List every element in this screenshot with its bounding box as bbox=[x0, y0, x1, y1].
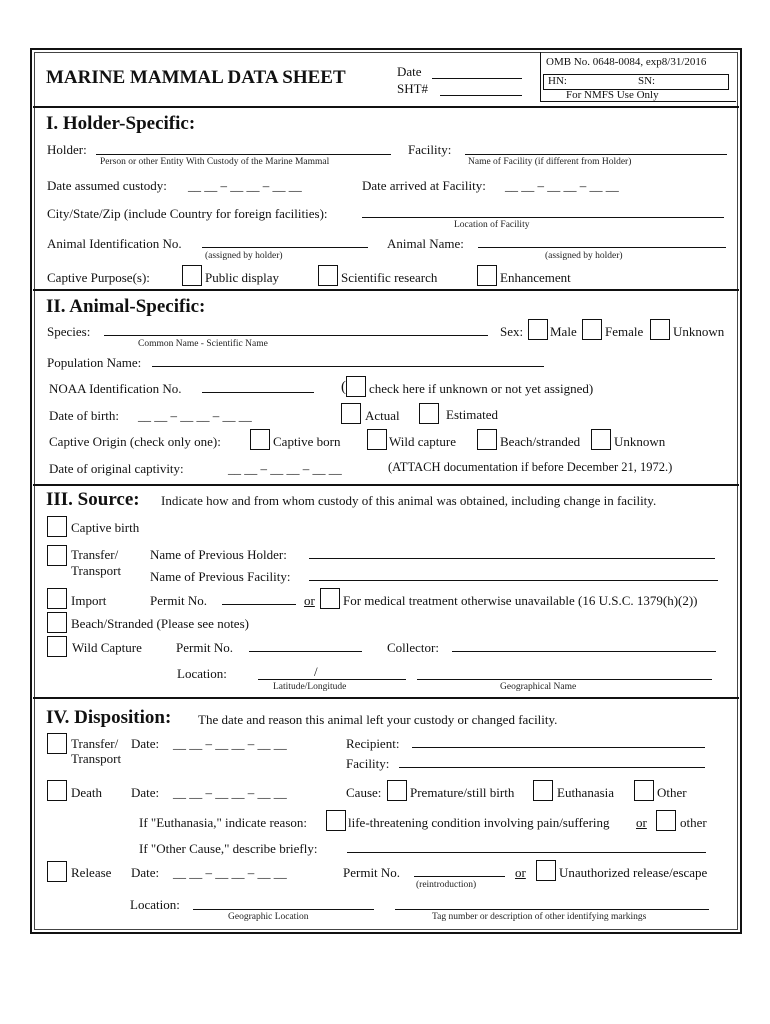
geo-name-field[interactable] bbox=[417, 679, 712, 680]
disp-transfer-checkbox[interactable] bbox=[47, 733, 67, 754]
dob-field[interactable]: __ __ – __ __ – __ __ bbox=[138, 408, 252, 423]
death-other-checkbox[interactable] bbox=[634, 780, 654, 801]
section-disposition-heading: IV. Disposition: bbox=[46, 707, 172, 728]
prev-facility-field[interactable] bbox=[309, 580, 718, 581]
medical-treatment-label: For medical treatment otherwise unavailable (16 U.S.C. 1379(h)(2)) bbox=[343, 593, 698, 608]
actual-label: Actual bbox=[365, 408, 400, 423]
source-intro: Indicate how and from whom custody of this animal was obtained, including change in facility. bbox=[161, 493, 657, 508]
species-caption: Common Name - Scientific Name bbox=[138, 339, 268, 349]
captive-born-label: Captive born bbox=[273, 434, 341, 449]
recipient-label: Recipient: bbox=[346, 736, 400, 751]
release-label: Release bbox=[71, 865, 112, 880]
premature-label: Premature/still birth bbox=[410, 785, 515, 800]
captivity-field[interactable]: __ __ – __ __ – __ __ bbox=[228, 461, 342, 476]
prev-facility-label: Name of Previous Facility: bbox=[150, 569, 291, 584]
wild-capture-source-label: Wild Capture bbox=[72, 640, 142, 655]
noaa-paren: ( bbox=[341, 379, 346, 395]
import-label: Import bbox=[71, 593, 107, 608]
geo-location-caption: Geographic Location bbox=[228, 912, 309, 922]
holder-field[interactable] bbox=[96, 154, 391, 155]
public-display-label: Public display bbox=[205, 270, 280, 285]
sht-field[interactable] bbox=[440, 95, 522, 96]
facility-label: Facility: bbox=[408, 142, 452, 157]
release-permit-label: Permit No. bbox=[343, 865, 401, 880]
species-label: Species: bbox=[47, 324, 91, 339]
animal-id-field[interactable] bbox=[202, 247, 368, 248]
release-date-label: Date: bbox=[131, 865, 160, 880]
origin-unknown-checkbox[interactable] bbox=[591, 429, 611, 450]
sex-female-label: Female bbox=[605, 324, 644, 339]
source-location-label: Location: bbox=[177, 666, 227, 681]
captive-born-checkbox[interactable] bbox=[250, 429, 270, 450]
city-field[interactable] bbox=[362, 217, 724, 218]
import-permit-label: Permit No. bbox=[150, 593, 208, 608]
source-transfer-checkbox[interactable] bbox=[47, 545, 67, 566]
captive-birth-checkbox[interactable] bbox=[47, 516, 67, 537]
collector-field[interactable] bbox=[452, 651, 716, 652]
life-threatening-label: life-threatening condition involving pain/suffering bbox=[348, 815, 610, 830]
nmfs-use-only: For NMFS Use Only bbox=[566, 89, 659, 101]
unauthorized-checkbox[interactable] bbox=[536, 860, 556, 881]
hn-sn-box bbox=[543, 74, 729, 90]
disp-transfer-date-field[interactable]: __ __ – __ __ – __ __ bbox=[173, 736, 287, 751]
date-assumed-label: Date assumed custody: bbox=[47, 178, 167, 193]
estimated-label: Estimated bbox=[446, 407, 498, 422]
prev-holder-label: Name of Previous Holder: bbox=[150, 547, 287, 562]
tag-caption: Tag number or description of other identifying markings bbox=[432, 912, 647, 922]
import-permit-field[interactable] bbox=[222, 604, 296, 605]
tag-field[interactable] bbox=[395, 909, 709, 910]
import-checkbox[interactable] bbox=[47, 588, 67, 609]
animal-name-caption: (assigned by holder) bbox=[545, 251, 623, 261]
release-checkbox[interactable] bbox=[47, 861, 67, 882]
latlong-field[interactable] bbox=[258, 679, 406, 680]
noaa-unknown-label: check here if unknown or not yet assigned) bbox=[369, 381, 594, 396]
disposition-intro: The date and reason this animal left your custody or changed facility. bbox=[198, 712, 558, 727]
unauthorized-label: Unauthorized release/escape bbox=[559, 865, 708, 880]
enhancement-label: Enhancement bbox=[500, 270, 571, 285]
euth-or: or bbox=[636, 815, 647, 830]
recipient-field[interactable] bbox=[412, 747, 705, 748]
other-cause-label: If "Other Cause," describe briefly: bbox=[139, 841, 318, 856]
captivity-label: Date of original captivity: bbox=[49, 461, 184, 476]
sex-male-label: Male bbox=[550, 324, 577, 339]
death-date-label: Date: bbox=[131, 785, 160, 800]
origin-unknown-label: Unknown bbox=[614, 434, 666, 449]
noaa-unknown-checkbox[interactable] bbox=[346, 376, 366, 397]
animal-id-label: Animal Identification No. bbox=[47, 236, 182, 251]
holder-label: Holder: bbox=[47, 142, 87, 157]
source-transfer-label: Transfer/ bbox=[71, 547, 119, 562]
euthanasia-checkbox[interactable] bbox=[533, 780, 553, 801]
enhancement-checkbox[interactable] bbox=[477, 265, 497, 286]
death-date-field[interactable]: __ __ – __ __ – __ __ bbox=[173, 785, 287, 800]
death-other-label: Other bbox=[657, 785, 687, 800]
date-label: Date bbox=[397, 64, 422, 79]
public-display-checkbox[interactable] bbox=[182, 265, 202, 286]
wild-capture-source-checkbox[interactable] bbox=[47, 636, 67, 657]
form-title: MARINE MAMMAL DATA SHEET bbox=[46, 67, 346, 88]
other-cause-field[interactable] bbox=[347, 852, 706, 853]
beach-stranded-label: Beach/stranded bbox=[500, 434, 581, 449]
divider bbox=[33, 106, 739, 108]
release-date-field[interactable]: __ __ – __ __ – __ __ bbox=[173, 865, 287, 880]
city-label: City/State/Zip (include Country for foreign facilities): bbox=[47, 206, 328, 221]
date-arrived-label: Date arrived at Facility: bbox=[362, 178, 486, 193]
medical-treatment-checkbox[interactable] bbox=[320, 588, 340, 609]
wild-permit-label: Permit No. bbox=[176, 640, 234, 655]
divider bbox=[33, 697, 739, 699]
disp-transfer-label: Transfer/ bbox=[71, 736, 119, 751]
facility-field[interactable] bbox=[465, 154, 727, 155]
beach-stranded-source-checkbox[interactable] bbox=[47, 612, 67, 633]
sex-unknown-label: Unknown bbox=[673, 324, 725, 339]
date-assumed-field[interactable]: __ __ – __ __ – __ __ bbox=[188, 178, 302, 193]
premature-checkbox[interactable] bbox=[387, 780, 407, 801]
section-holder-heading: I. Holder-Specific: bbox=[46, 113, 196, 134]
actual-checkbox[interactable] bbox=[341, 403, 361, 424]
beach-stranded-checkbox[interactable] bbox=[477, 429, 497, 450]
scientific-research-checkbox[interactable] bbox=[318, 265, 338, 286]
sex-unknown-checkbox[interactable] bbox=[650, 319, 670, 340]
facility-caption: Name of Facility (if different from Holder) bbox=[468, 157, 632, 167]
collector-label: Collector: bbox=[387, 640, 439, 655]
geo-location-field[interactable] bbox=[193, 909, 374, 910]
disp-facility-field[interactable] bbox=[399, 767, 705, 768]
euth-reason-label: If "Euthanasia," indicate reason: bbox=[139, 815, 307, 830]
section-animal-heading: II. Animal-Specific: bbox=[46, 296, 206, 317]
attach-note: (ATTACH documentation if before December 21, 1972.) bbox=[388, 460, 673, 474]
species-field[interactable] bbox=[104, 335, 488, 336]
latlong-slash: / bbox=[314, 664, 318, 679]
euth-other-checkbox[interactable] bbox=[656, 810, 676, 831]
disp-facility-label: Facility: bbox=[346, 756, 390, 771]
scientific-research-label: Scientific research bbox=[341, 270, 438, 285]
death-label: Death bbox=[71, 785, 103, 800]
sex-female-checkbox[interactable] bbox=[582, 319, 602, 340]
source-transport-label: Transport bbox=[71, 563, 122, 578]
disp-transport-label: Transport bbox=[71, 751, 122, 766]
import-or: or bbox=[304, 593, 315, 608]
euth-other-label: other bbox=[680, 815, 707, 830]
wild-capture-label: Wild capture bbox=[389, 434, 456, 449]
sex-male-checkbox[interactable] bbox=[528, 319, 548, 340]
geo-name-caption: Geographical Name bbox=[500, 682, 577, 692]
prev-holder-field[interactable] bbox=[309, 558, 715, 559]
sex-label: Sex: bbox=[500, 324, 524, 339]
date-arrived-field[interactable]: __ __ – __ __ – __ __ bbox=[505, 178, 619, 193]
life-threatening-checkbox[interactable] bbox=[326, 810, 346, 831]
noaa-field[interactable] bbox=[202, 392, 314, 393]
origin-label: Captive Origin (check only one): bbox=[49, 434, 221, 449]
disp-transfer-date-label: Date: bbox=[131, 736, 160, 751]
animal-name-field[interactable] bbox=[478, 247, 726, 248]
estimated-checkbox[interactable] bbox=[419, 403, 439, 424]
divider bbox=[33, 289, 739, 291]
captive-birth-label: Captive birth bbox=[71, 520, 140, 535]
date-field[interactable] bbox=[432, 78, 522, 79]
section-source-heading: III. Source: bbox=[46, 489, 140, 510]
latlong-caption: Latitude/Longitude bbox=[273, 682, 347, 692]
death-checkbox[interactable] bbox=[47, 780, 67, 801]
holder-caption: Person or other Entity With Custody of the Marine Mammal bbox=[100, 157, 330, 167]
dob-label: Date of birth: bbox=[49, 408, 120, 423]
divider bbox=[33, 484, 739, 486]
cause-label: Cause: bbox=[346, 785, 382, 800]
animal-id-caption: (assigned by holder) bbox=[205, 251, 283, 261]
sht-label: SHT# bbox=[397, 81, 429, 96]
reintro-caption: (reintroduction) bbox=[416, 880, 477, 890]
release-permit-field[interactable] bbox=[414, 876, 505, 877]
euthanasia-label: Euthanasia bbox=[557, 785, 615, 800]
wild-capture-checkbox[interactable] bbox=[367, 429, 387, 450]
captive-purpose-label: Captive Purpose(s): bbox=[47, 270, 150, 285]
animal-name-label: Animal Name: bbox=[387, 236, 464, 251]
population-field[interactable] bbox=[152, 366, 544, 367]
location-caption: Location of Facility bbox=[454, 220, 530, 230]
disp-location-label: Location: bbox=[130, 897, 180, 912]
population-label: Population Name: bbox=[47, 355, 142, 370]
sn-label: SN: bbox=[638, 75, 656, 87]
release-or: or bbox=[515, 865, 526, 880]
noaa-label: NOAA Identification No. bbox=[49, 381, 182, 396]
beach-stranded-source-label: Beach/Stranded (Please see notes) bbox=[71, 616, 249, 631]
wild-permit-field[interactable] bbox=[249, 651, 362, 652]
hn-label: HN: bbox=[548, 75, 567, 87]
omb-number: OMB No. 0648-0084, exp8/31/2016 bbox=[546, 56, 707, 68]
